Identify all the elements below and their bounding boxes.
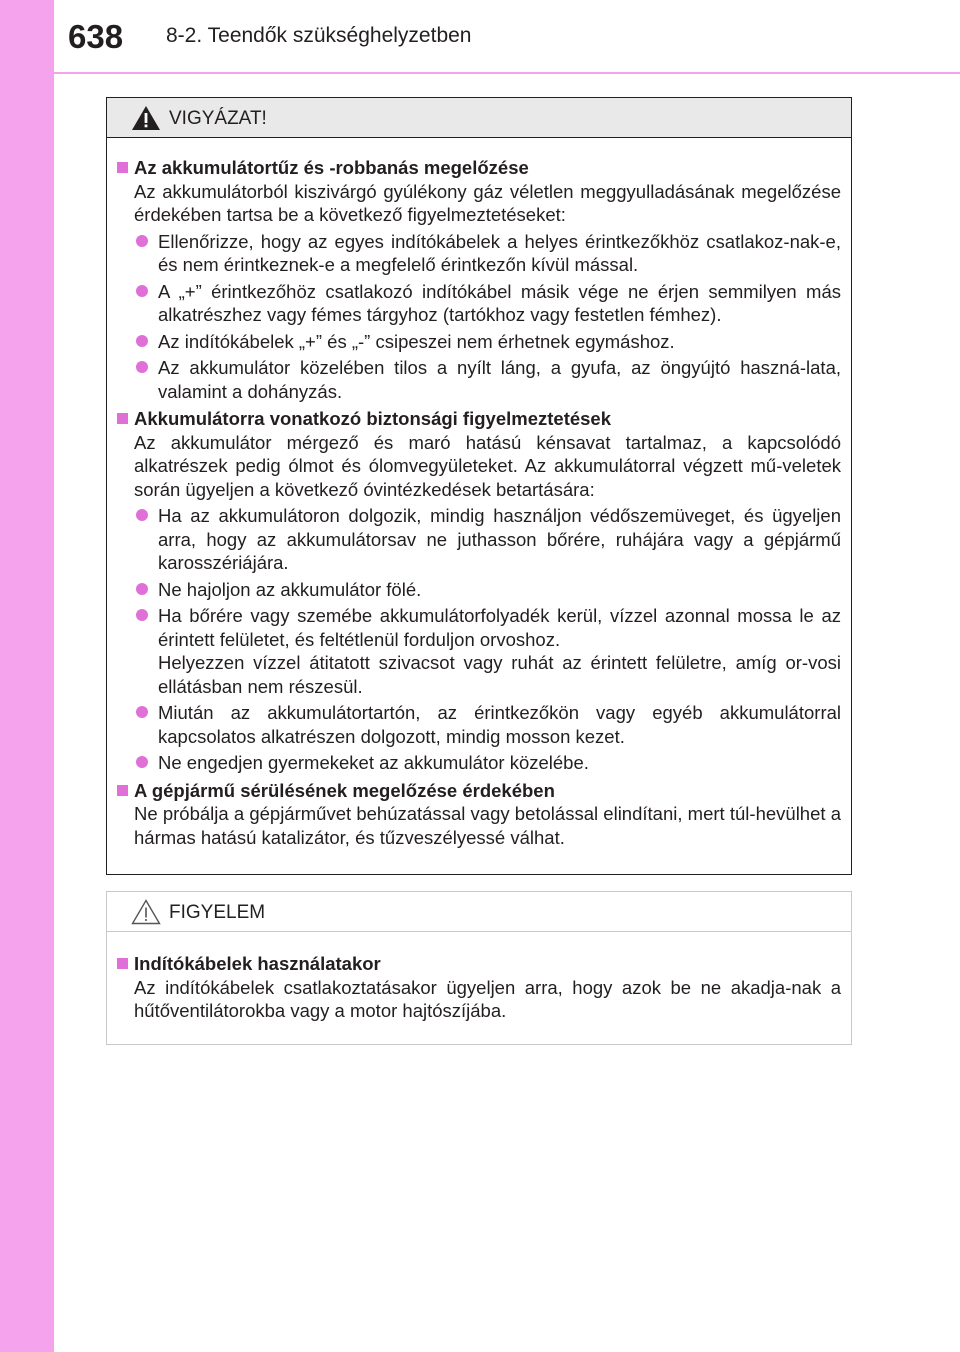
square-bullet-icon: [117, 413, 128, 424]
list-item: [134, 230, 841, 277]
list-item-text: A „+” érintkezőhöz csatlakozó indítókábel másik vége ne érjen semmilyen más alkatrészhez vagy fémes tárgyhoz (tartókhoz vagy festetlen fémhez).: [158, 280, 841, 325]
list-item: [134, 356, 841, 403]
dot-bullet-icon: [136, 509, 148, 521]
notice-triangle-outline-icon: [131, 899, 161, 925]
side-color-band: [0, 0, 54, 1352]
square-bullet-icon: [117, 785, 128, 796]
section-intro: Az akkumulátorból kiszivárgó gyúlékony gáz véletlen meggyulladásának megelőzése érdekében tartsa be a következő figyelmeztetéseket:: [134, 180, 841, 225]
list-item-text: Az indítókábelek „+” és „-” csipeszei nem érhetnek egymáshoz.: [158, 330, 675, 352]
section-title: Indítókábelek használatakor: [134, 953, 381, 974]
section-battery-safety: [117, 407, 841, 775]
square-bullet-icon: [117, 958, 128, 969]
header-rule: [54, 72, 960, 74]
notice-box: [106, 891, 852, 1045]
list-item: [134, 751, 841, 775]
list-item-text: Ellenőrizze, hogy az egyes indítókábelek a helyes érintkezőkhöz csatlakoz-nak-e, és nem érintkeznek-e a megfelelő érintkezőn kívül mással.: [158, 230, 841, 275]
list-item-text: Az akkumulátor közelében tilos a nyílt láng, a gyufa, az öngyújtó haszná-lata, valamint a dohányzás.: [158, 357, 841, 402]
list-item-text: Ha bőrére vagy szemébe akkumulátorfolyadék kerül, vízzel azonnal mossa le az érintett felületet, és feltétlenül forduljon orvoshoz.: [158, 605, 841, 650]
page-header: [54, 0, 960, 74]
section-title: Az akkumulátortűz és -robbanás megelőzése: [134, 157, 529, 178]
list-item: [134, 604, 841, 698]
section-intro: Ne próbálja a gépjárművet behúzatással vagy betolással elindítani, mert túl-hevülhet a hármas hatású katalizátor, és tűzveszélyessé válhat.: [134, 803, 841, 848]
list-item-text: Ha az akkumulátoron dolgozik, mindig használjon védőszemüveget, és ügyeljen arra, hogy az akkumulátorsav ne juthasson bőrére, ruhájára vagy a gépjármű karosszériájára.: [158, 505, 841, 573]
warning-content: [117, 156, 841, 853]
list-item: [134, 504, 841, 575]
warning-triangle-icon: [131, 105, 161, 131]
list-item: [134, 330, 841, 354]
list-item: [134, 578, 841, 602]
section-intro: Az akkumulátor mérgező és maró hatású kénsavat tartalmaz, a kapcsolódó alkatrészek pedig ólmot és ólomvegyületeket. Az akkumulátorral végzett mű-veletek során ügyeljen a következő óvintézkedések betartására:: [134, 431, 841, 500]
warning-box-label: VIGYÁZAT!: [169, 108, 267, 129]
dot-bullet-icon: [136, 285, 148, 297]
notice-box-header: [107, 892, 851, 932]
list-item-text: Ne hajoljon az akkumulátor fölé.: [158, 578, 422, 600]
section-title: A gépjármű sérülésének megelőzése érdekében: [134, 779, 555, 801]
list-item-extra-text: Helyezzen vízzel átitatott szivacsot vagy ruhát az érintett felületre, amíg or-vosi ellátásban nem részesül.: [158, 652, 841, 697]
section-title: 8-2. Teendők szükséghelyzetben: [166, 24, 472, 47]
section-intro: Az indítókábelek csatlakoztatásakor ügyeljen arra, hogy azok be ne akadja-nak a hűtőventilátorokba vagy a motor hajtószíjába.: [134, 976, 841, 1021]
warning-box: [106, 97, 852, 875]
dot-bullet-icon: [136, 756, 148, 768]
section-battery-fire: [117, 156, 841, 403]
list-item: [134, 701, 841, 748]
list-item-text: Miután az akkumulátortartón, az érintkezőkön vagy egyéb akkumulátorral kapcsolatos alkatrészen dolgozott, mindig mosson kezet.: [158, 702, 841, 747]
dot-bullet-icon: [136, 235, 148, 247]
list-item-text: Ne engedjen gyermekeket az akkumulátor közelébe.: [158, 752, 589, 773]
section-title: Akkumulátorra vonatkozó biztonsági figyelmeztetések: [134, 408, 612, 429]
page-number: 638: [68, 18, 124, 55]
notice-content: [117, 952, 841, 1027]
section-vehicle-damage: [117, 779, 841, 850]
dot-bullet-icon: [136, 609, 148, 621]
list-item: [134, 280, 841, 327]
dot-bullet-icon: [136, 706, 148, 718]
square-bullet-icon: [117, 162, 128, 173]
warning-box-header: [107, 98, 851, 138]
dot-bullet-icon: [136, 583, 148, 595]
section-jumper-cables: [117, 952, 841, 1023]
notice-box-label: FIGYELEM: [169, 902, 266, 923]
dot-bullet-icon: [136, 335, 148, 347]
dot-bullet-icon: [136, 361, 148, 373]
